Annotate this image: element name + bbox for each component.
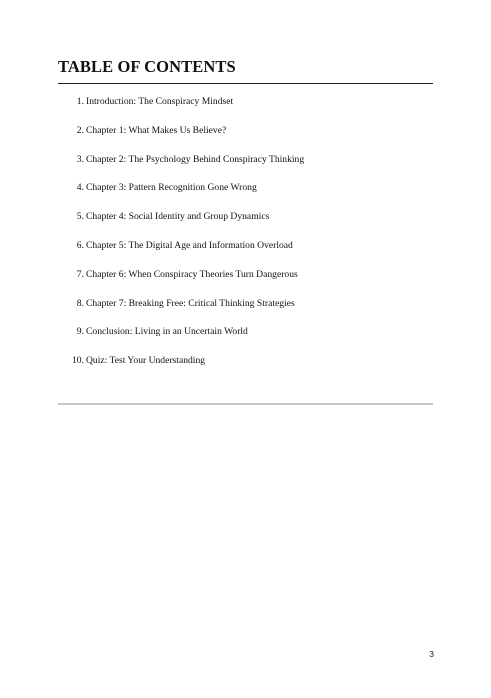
toc-item-number: 10. <box>72 355 84 367</box>
toc-item-label: Quiz: Test Your Understanding <box>86 355 206 367</box>
toc-item-number: 8. <box>76 297 84 309</box>
toc-item-label: Chapter 5: The Digital Age and Information Overload <box>86 239 293 251</box>
toc-item-label: Introduction: The Conspiracy Mindset <box>86 96 234 107</box>
toc-item-number: 7. <box>76 268 84 280</box>
page-number: 3 <box>429 649 434 659</box>
toc-heading: TABLE OF CONTENTS <box>58 57 236 76</box>
toc-item-chapter-4[interactable] <box>58 211 433 240</box>
toc-item-label: Chapter 7: Breaking Free: Critical Thinking Strategies <box>86 297 295 309</box>
heading-underline <box>58 83 433 84</box>
toc-item-number: 6. <box>76 239 84 251</box>
toc-item-label: Conclusion: Living in an Uncertain World <box>86 326 248 338</box>
toc-item-label: Chapter 6: When Conspiracy Theories Turn Dangerous <box>86 268 298 280</box>
toc-item-number: 3. <box>76 153 84 165</box>
toc-item-chapter-3[interactable] <box>58 182 433 211</box>
toc-item-chapter-2[interactable] <box>58 154 433 183</box>
toc-item-label: Chapter 2: The Psychology Behind Conspiracy Thinking <box>86 153 305 165</box>
toc-item-label: Chapter 4: Social Identity and Group Dynamics <box>86 211 270 223</box>
toc-list <box>58 96 433 384</box>
toc-item-chapter-1[interactable] <box>58 125 433 154</box>
toc-item-label: Chapter 3: Pattern Recognition Gone Wrong <box>86 182 257 194</box>
toc-item-introduction[interactable] <box>58 96 433 125</box>
toc-item-number: 5. <box>76 211 84 223</box>
toc-item-number: 2. <box>76 124 84 136</box>
toc-item-chapter-7[interactable] <box>58 298 433 327</box>
toc-item-chapter-6[interactable] <box>58 269 433 298</box>
toc-item-number: 1. <box>76 96 84 107</box>
toc-item-conclusion[interactable] <box>58 326 433 355</box>
toc-item-chapter-5[interactable] <box>58 240 433 269</box>
section-divider <box>58 403 433 405</box>
toc-item-quiz[interactable] <box>58 355 433 384</box>
toc-item-number: 9. <box>76 326 84 338</box>
toc-item-number: 4. <box>76 182 84 194</box>
toc-item-label: Chapter 1: What Makes Us Believe? <box>86 124 227 136</box>
